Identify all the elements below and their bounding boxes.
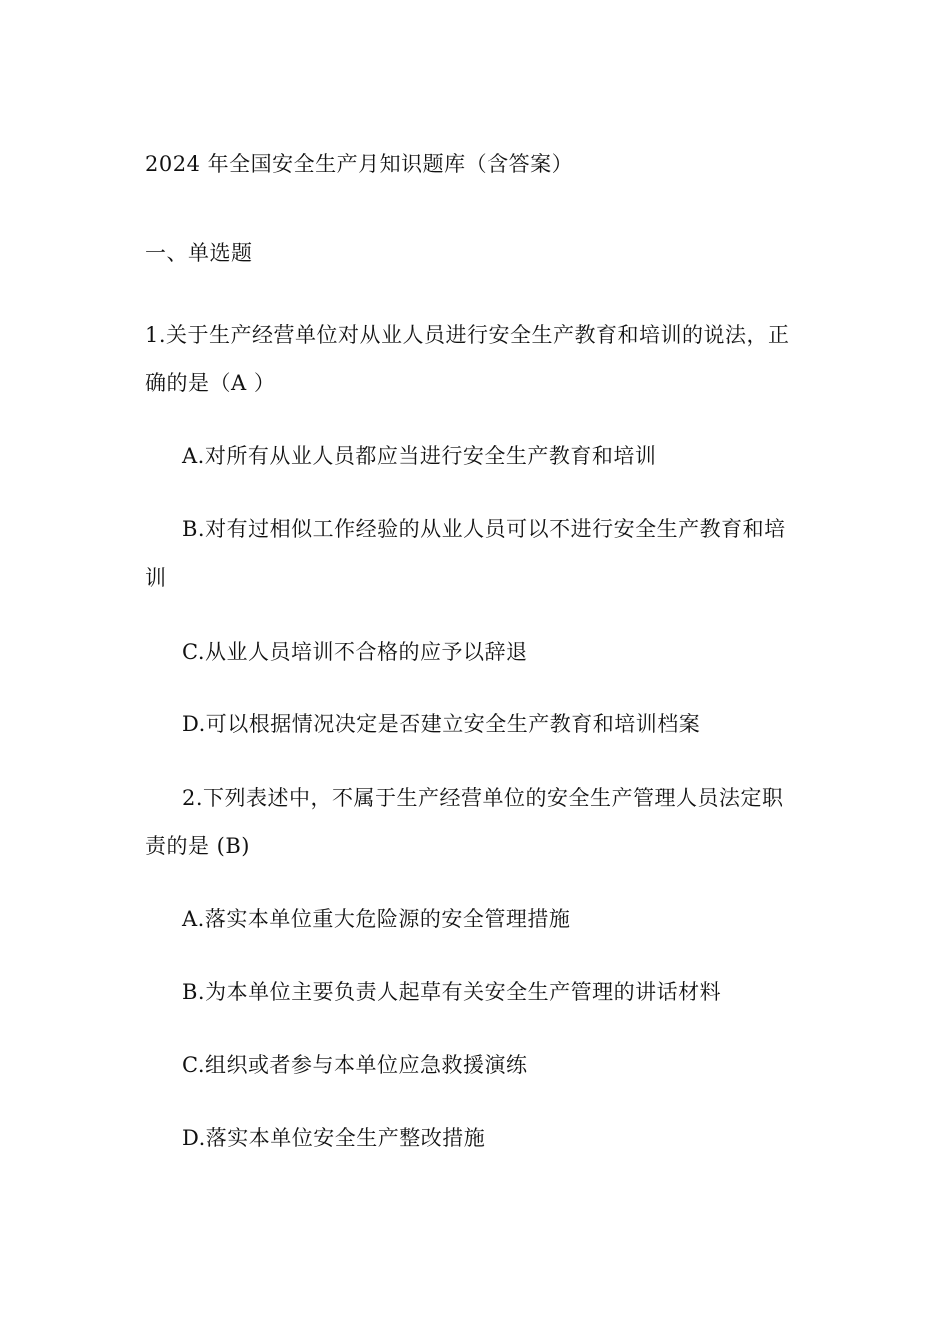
question-2-stem-continued: 责的是 (B) (145, 834, 250, 858)
question-2-stem: 2.下列表述中，不属于生产经营单位的安全生产管理人员法定职 (182, 786, 784, 810)
question-1-option-b: B.对有过相似工作经验的从业人员可以不进行安全生产教育和培 (182, 517, 786, 541)
question-1-stem-continued: 确的是（A ） (145, 371, 276, 395)
question-2-option-d: D.落实本单位安全生产整改措施 (182, 1126, 486, 1150)
question-2-option-c: C.组织或者参与本单位应急救援演练 (182, 1053, 528, 1077)
question-1-stem: 1.关于生产经营单位对从业人员进行安全生产教育和培训的说法，正 (145, 323, 790, 347)
question-1-option-c: C.从业人员培训不合格的应予以辞退 (182, 640, 528, 664)
document-title: 2024 年全国安全生产月知识题库（含答案） (145, 152, 574, 176)
question-2-option-b: B.为本单位主要负责人起草有关安全生产管理的讲话材料 (182, 980, 722, 1004)
section-heading: 一、单选题 (145, 241, 253, 265)
question-2-option-a: A.落实本单位重大危险源的安全管理措施 (182, 907, 571, 931)
question-1-option-d: D.可以根据情况决定是否建立安全生产教育和培训档案 (182, 712, 701, 736)
question-1-option-b-continued: 训 (145, 566, 167, 590)
question-1-option-a: A.对所有从业人员都应当进行安全生产教育和培训 (182, 444, 657, 468)
